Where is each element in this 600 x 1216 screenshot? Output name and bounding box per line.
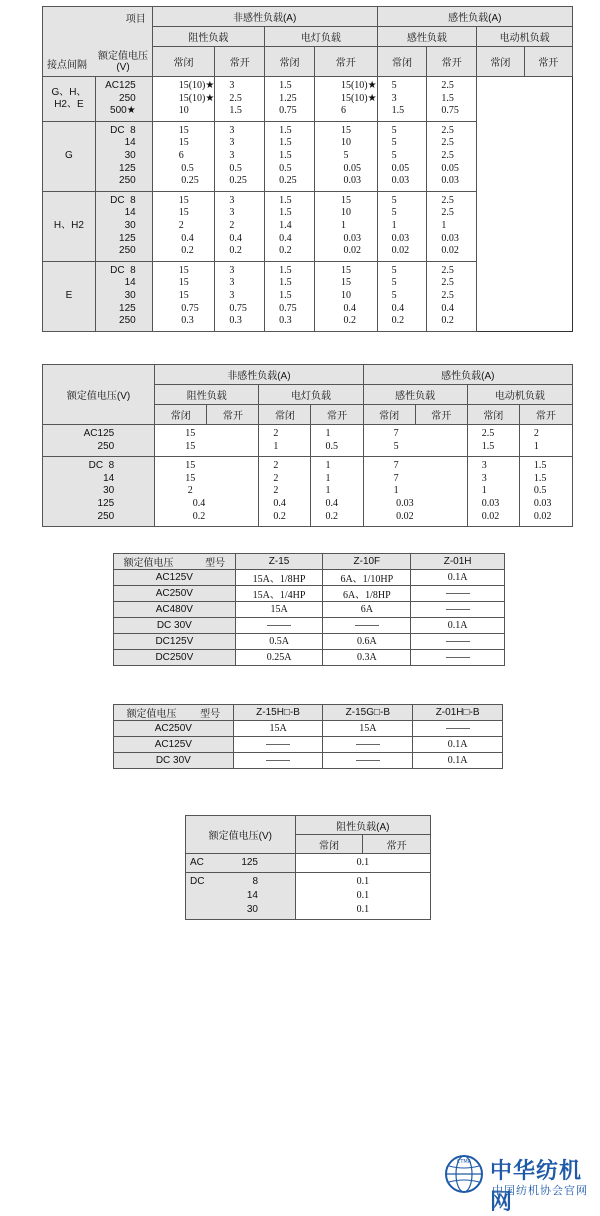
table1-cell: 15(10)★ 15(10)★ 10 [152, 77, 215, 122]
table3-row [114, 650, 505, 666]
table4-cell: 15A [233, 721, 323, 737]
table5-volt-header: 额定值电压(V) [186, 816, 296, 854]
table5-no: 常开 [363, 835, 431, 854]
table5-cell: 0.1 0.1 0.1 [295, 873, 430, 920]
table5-voltage [186, 873, 296, 920]
table4-cell [233, 753, 323, 769]
table4-volt-label: 额定值电压 [126, 709, 177, 720]
table3-row [114, 570, 505, 586]
table4-cell [413, 721, 503, 737]
table2-cell: 3 3 1 0.03 0.02 [467, 457, 519, 527]
table1-sub-lamp: 电灯负载 [265, 27, 377, 47]
table5-type: DC [190, 876, 205, 887]
table2-cell: 2.5 1.5 [467, 425, 519, 457]
table4-model: Z-01H□-B [413, 705, 503, 721]
table1-cell: 1.5 1.5 1.4 0.4 0.2 [265, 191, 315, 261]
table3-voltage: AC250V [114, 586, 236, 602]
table1-row [43, 191, 573, 261]
table1-cell: 5 5 5 0.05 0.03 [377, 121, 427, 191]
table2-cell: 1.5 1.5 0.5 0.03 0.02 [519, 457, 572, 527]
table1-sub-resistive: 阻性负载 [152, 27, 264, 47]
table3-model: Z-01H [411, 554, 505, 570]
emblem-text: CTMA [456, 1159, 472, 1165]
site-logo[interactable] [440, 1152, 600, 1215]
empty-dash [356, 760, 380, 761]
table4-voltage: AC250V [114, 721, 234, 737]
table1-cell: 2.5 2.5 2.5 0.4 0.2 [427, 261, 477, 331]
table4-cell [233, 737, 323, 753]
table1-corner-header [43, 7, 153, 77]
table1-row [43, 77, 573, 122]
table4-row [114, 737, 503, 753]
table3-cell: 15A、1/4HP [235, 586, 323, 602]
table2-sub-motor: 电动机负载 [467, 385, 572, 405]
table1-gap-group: E [43, 261, 96, 331]
table2-no: 常开 [311, 405, 363, 425]
table2-no: 常开 [207, 405, 259, 425]
table1-cell: 3 2.5 1.5 [215, 77, 265, 122]
table5-volt: 125 [241, 857, 258, 868]
table4-cell: 0.1A [413, 737, 503, 753]
table1-cell: 15 15 15 0.75 0.3 [152, 261, 215, 331]
table1-row [43, 121, 573, 191]
table1-gap-group: G、H、 H2、E [43, 77, 96, 122]
table1-cell: 15 15 10 0.4 0.2 [314, 261, 377, 331]
resistive-rating-table-5 [185, 815, 431, 920]
table1-group-inductive: 感性负载(A) [377, 7, 572, 27]
contact-rating-table-2 [42, 364, 573, 527]
table1-cell: 15(10)★ 15(10)★ 6 [314, 77, 377, 122]
table3-cell [411, 650, 505, 666]
table1-voltage: DC 8 14 30 125 250 [95, 261, 152, 331]
empty-dash [446, 728, 470, 729]
table1-no: 常开 [427, 47, 477, 77]
table5-type: AC [190, 857, 204, 868]
table1-cell: 3 3 3 0.75 0.3 [215, 261, 265, 331]
table4-model-label: 型号 [200, 709, 221, 720]
table2-cell: 15 15 [155, 425, 259, 457]
table3-cell: 6A、1/8HP [323, 586, 411, 602]
table2-cell: 2 1 [259, 425, 311, 457]
table1-volt-label: 额定值电压 (V) [98, 51, 148, 73]
table1-cell: 15 15 6 0.5 0.25 [152, 121, 215, 191]
table3-cell [235, 618, 323, 634]
table1-nc: 常闭 [377, 47, 427, 77]
table3-row [114, 634, 505, 650]
table1-voltage: DC 8 14 30 125 250 [95, 121, 152, 191]
table3-voltage: DC125V [114, 634, 236, 650]
table3-cell: 0.1A [411, 570, 505, 586]
table1-cell: 1.5 1.5 1.5 0.75 0.3 [265, 261, 315, 331]
table1-no: 常开 [524, 47, 572, 77]
table1-cell: 5 5 5 0.4 0.2 [377, 261, 427, 331]
table1-group-non-inductive: 非感性负载(A) [152, 7, 377, 27]
table1-cell: 2.5 2.5 1 0.03 0.02 [427, 191, 477, 261]
table1-cell: 15 10 1 0.03 0.02 [314, 191, 377, 261]
table3-cell: 6A、1/10HP [323, 570, 411, 586]
site-subtitle: 中国纺机协会官网 [492, 1184, 588, 1197]
table1-nc: 常闭 [477, 47, 524, 77]
table5-row [186, 873, 431, 920]
table1-sub-motor: 电动机负载 [477, 27, 573, 47]
table3-row [114, 602, 505, 618]
empty-dash [266, 744, 290, 745]
empty-dash [355, 625, 379, 626]
table2-row [43, 457, 573, 527]
table1-no: 常开 [314, 47, 377, 77]
empty-dash [267, 625, 291, 626]
table3-model-label: 型号 [205, 558, 226, 569]
table1-gap-group: G [43, 121, 96, 191]
table3-model: Z-10F [323, 554, 411, 570]
table1-gap-label: 接点间隔 [47, 60, 87, 71]
table3-row [114, 618, 505, 634]
table2-no: 常开 [415, 405, 467, 425]
model-rating-table-4 [113, 704, 503, 769]
table1-cell: 1.5 1.5 1.5 0.5 0.25 [265, 121, 315, 191]
table3-cell [411, 634, 505, 650]
table2-nc: 常闭 [259, 405, 311, 425]
table5-voltage [186, 854, 296, 873]
table1-cell: 1.5 1.25 0.75 [265, 77, 315, 122]
table2-row [43, 425, 573, 457]
table2-sub-resistive: 阻性负载 [155, 385, 259, 405]
table1-cell: 15 15 2 0.4 0.2 [152, 191, 215, 261]
contact-rating-table-1 [42, 6, 573, 332]
table4-model: Z-15H□-B [233, 705, 323, 721]
table2-sub-lamp: 电灯负载 [259, 385, 363, 405]
table2-nc: 常闭 [155, 405, 207, 425]
table3-row [114, 586, 505, 602]
table3-cell: 0.1A [411, 618, 505, 634]
empty-dash [446, 657, 470, 658]
table2-cell: 2 1 [519, 425, 572, 457]
empty-dash [446, 593, 470, 594]
table4-voltage: DC 30V [114, 753, 234, 769]
table5-cell: 0.1 [295, 854, 430, 873]
table4-cell [323, 737, 413, 753]
table1-cell: 2.5 1.5 0.75 [427, 77, 477, 122]
table5-nc: 常闭 [295, 835, 363, 854]
table3-cell: 0.25A [235, 650, 323, 666]
table2-cell: 7 5 [363, 425, 467, 457]
table1-no: 常开 [215, 47, 265, 77]
table2-voltage: AC125 250 [43, 425, 155, 457]
table4-model: Z-15G□-B [323, 705, 413, 721]
table2-cell: 15 15 2 0.4 0.2 [155, 457, 259, 527]
table2-cell: 1 0.5 [311, 425, 363, 457]
table3-model: Z-15 [235, 554, 323, 570]
empty-dash [446, 641, 470, 642]
table2-sub-inductive: 感性负载 [363, 385, 467, 405]
empty-dash [266, 760, 290, 761]
table2-volt-header: 额定值电压(V) [43, 365, 155, 425]
table2-cell: 2 2 2 0.4 0.2 [259, 457, 311, 527]
table4-row [114, 721, 503, 737]
table3-cell [323, 618, 411, 634]
table1-voltage: DC 8 14 30 125 250 [95, 191, 152, 261]
table1-row [43, 261, 573, 331]
table1-voltage: AC125 250 500★ [95, 77, 152, 122]
table3-voltage: AC125V [114, 570, 236, 586]
table4-cell: 15A [323, 721, 413, 737]
table5-row [186, 854, 431, 873]
empty-dash [446, 609, 470, 610]
table2-voltage: DC 8 14 30 125 250 [43, 457, 155, 527]
table1-nc: 常闭 [152, 47, 215, 77]
table3-cell [411, 586, 505, 602]
table3-cell: 6A [323, 602, 411, 618]
table1-cell: 5 3 1.5 [377, 77, 427, 122]
table1-cell: 2.5 2.5 2.5 0.05 0.03 [427, 121, 477, 191]
table3-cell: 0.6A [323, 634, 411, 650]
table1-sub-inductive: 感性负载 [377, 27, 477, 47]
table1-cell: 3 3 2 0.4 0.2 [215, 191, 265, 261]
model-rating-table-3 [113, 553, 505, 666]
site-name: 中华纺机网 [490, 1159, 583, 1215]
table2-group-non-inductive: 非感性负载(A) [155, 365, 363, 385]
table3-volt-model-header [114, 554, 236, 570]
table4-volt-model-header [114, 705, 234, 721]
table3-cell: 0.3A [323, 650, 411, 666]
table1-cell: 5 5 1 0.03 0.02 [377, 191, 427, 261]
table3-cell: 15A [235, 602, 323, 618]
table2-no: 常开 [519, 405, 572, 425]
table2-nc: 常闭 [363, 405, 415, 425]
table4-voltage: AC125V [114, 737, 234, 753]
table1-cell: 3 3 3 0.5 0.25 [215, 121, 265, 191]
table4-row [114, 753, 503, 769]
table3-cell: 15A、1/8HP [235, 570, 323, 586]
table5-group-resistive: 阻性负载(A) [295, 816, 430, 835]
table2-cell: 7 7 1 0.03 0.02 [363, 457, 467, 527]
table1-gap-group: H、H2 [43, 191, 96, 261]
table2-cell: 1 1 1 0.4 0.2 [311, 457, 363, 527]
table4-cell [323, 753, 413, 769]
table4-cell: 0.1A [413, 753, 503, 769]
table3-voltage: DC250V [114, 650, 236, 666]
table1-nc: 常闭 [265, 47, 315, 77]
table3-cell [411, 602, 505, 618]
empty-dash [356, 744, 380, 745]
globe-emblem-icon [444, 1154, 484, 1194]
table1-item-label: 项目 [125, 14, 146, 25]
table5-volt: 8 14 30 [246, 876, 258, 915]
table3-voltage: AC480V [114, 602, 236, 618]
table2-nc: 常闭 [467, 405, 519, 425]
table3-voltage: DC 30V [114, 618, 236, 634]
table2-group-inductive: 感性负载(A) [363, 365, 572, 385]
table3-cell: 0.5A [235, 634, 323, 650]
table3-volt-label: 额定值电压 [123, 558, 174, 569]
table1-cell: 15 10 5 0.05 0.03 [314, 121, 377, 191]
